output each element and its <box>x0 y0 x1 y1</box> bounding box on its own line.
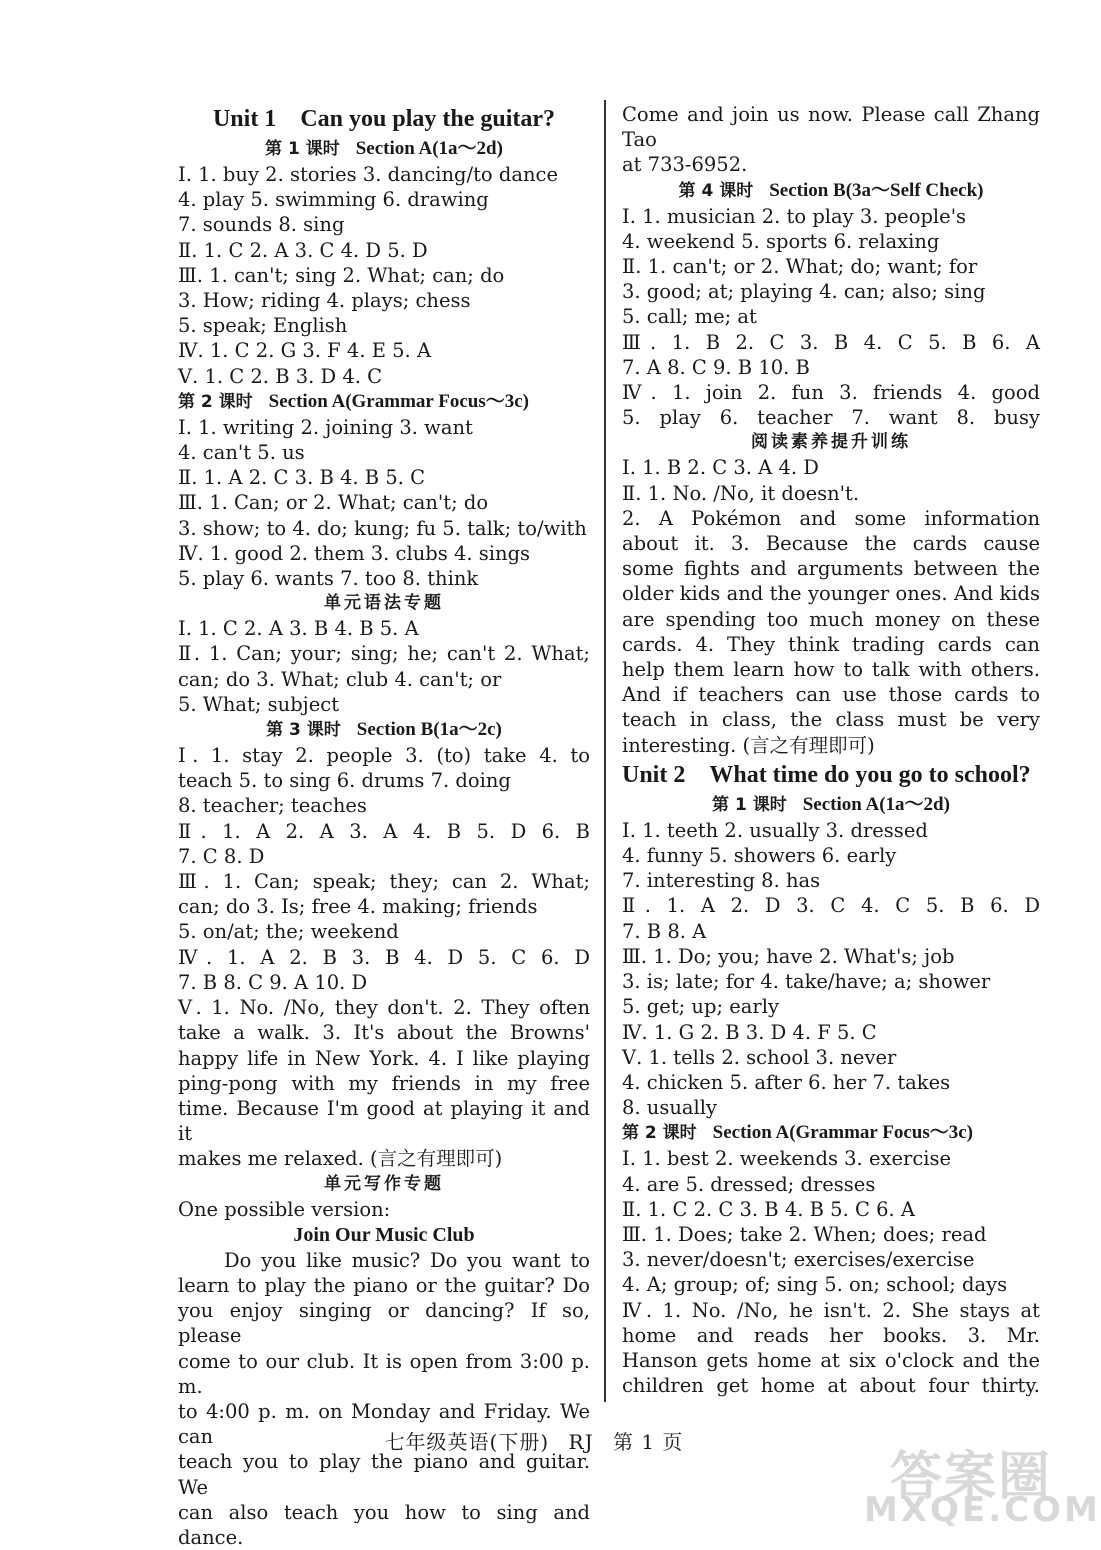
answer-line: are spending too much money on these <box>622 607 1040 631</box>
lesson-number: 第 1 课时 <box>712 794 787 815</box>
answer-line: 7. A 8. C 9. B 10. B <box>622 355 810 379</box>
watermark-site: MXQE.COM <box>864 1490 1101 1530</box>
answer-line: Ⅰ. 1. stay 2. people 3. (to) take 4. to <box>178 744 590 768</box>
lesson-number: 第 2 课时 <box>178 391 253 412</box>
answer-line: Ⅰ. 1. best 2. weekends 3. exercise <box>622 1147 952 1171</box>
answer-line: children get home at about four thirty. <box>622 1374 1040 1398</box>
answer-line: Ⅰ. 1. buy 2. stories 3. dancing/to dance <box>178 163 558 186</box>
answer-line: 4. A; group; of; sing 5. on; school; days <box>622 1273 1008 1297</box>
answer-line: take a walk. 3. It's about the Browns' <box>178 1021 590 1045</box>
answer-line: Ⅲ. 1. can't; sing 2. What; can; do <box>178 263 505 287</box>
answer-line: 5. on/at; the; weekend <box>178 920 399 944</box>
answer-line: you enjoy singing or dancing? If so, please <box>178 1299 590 1348</box>
footer-edition: RJ <box>568 1430 594 1454</box>
watermark-logo <box>850 1440 1101 1532</box>
answer-line: 3. never/doesn't; exercises/exercise <box>622 1248 975 1272</box>
answer-line: 3. good; at; playing 4. can; also; sing <box>622 280 986 304</box>
answer-line: 8. teacher; teaches <box>178 794 367 818</box>
answer-line: learn to play the piano or the guitar? Do <box>178 1273 590 1297</box>
answer-line: older kids and the younger ones. And kids <box>622 582 1040 606</box>
lesson-heading <box>622 178 1040 204</box>
answer-line: 5. get; up; early <box>622 995 779 1019</box>
lesson-heading <box>178 136 590 162</box>
answer-line: 4. funny 5. showers 6. early <box>622 844 897 868</box>
answer-line: 4. play 5. swimming 6. drawing <box>178 188 489 212</box>
answer-line: cards. 4. They think trading cards can <box>622 632 1040 656</box>
footer-grade: 七年级英语(下册) <box>384 1430 550 1454</box>
answer-line: 4. can't 5. us <box>178 441 305 465</box>
answer-line: 7. interesting 8. has <box>622 869 821 893</box>
lesson-title: Section A(Grammar Focus～3c) <box>712 1122 973 1144</box>
answer-line: Ⅳ. 1. A 2. B 3. B 4. D 5. C 6. D <box>178 945 590 969</box>
answer-line: Ⅳ. 1. No. /No, he isn't. 2. She stays at <box>622 1298 1040 1322</box>
answer-line: Ⅴ. 1. tells 2. school 3. never <box>622 1045 897 1069</box>
answer-line: 3. is; late; for 4. take/have; a; shower <box>622 970 991 994</box>
lesson-heading <box>622 792 1040 818</box>
answer-line: come to our club. It is open from 3:00 p. m. <box>178 1349 590 1398</box>
answer-line: Ⅳ. 1. join 2. fun 3. friends 4. good <box>622 381 1040 405</box>
answer-line: Ⅰ. 1. B 2. C 3. A 4. D <box>622 456 819 480</box>
answer-line: Ⅲ. 1. B 2. C 3. B 4. C 5. B 6. A <box>622 330 1040 354</box>
answer-line: 5. play 6. wants 7. too 8. think <box>178 567 479 591</box>
answer-line: Ⅰ. 1. writing 2. joining 3. want <box>178 415 473 439</box>
unit-heading <box>178 102 590 136</box>
answer-line: 7. B 8. C 9. A 10. D <box>178 970 368 994</box>
answer-line: Ⅰ. 1. C 2. A 3. B 4. B 5. A <box>178 617 419 641</box>
answer-line: time. Because I'm good at playing it and it <box>178 1096 590 1146</box>
answer-line: Ⅴ. 1. No. /No, they don't. 2. They often <box>178 996 590 1020</box>
answer-line: Ⅴ. 1. C 2. B 3. D 4. C <box>178 364 383 388</box>
column-divider <box>604 100 606 1402</box>
section-subheading: 单元语法专题 <box>324 593 444 614</box>
answer-line: Ⅳ. 1. C 2. G 3. F 4. E 5. A <box>178 339 432 363</box>
answer-line: And if teachers can use those cards to <box>622 683 1040 707</box>
answer-line: Ⅱ. 1. Can; your; sing; he; can't 2. What; <box>178 642 590 666</box>
lesson-title: Section A(1a～2d) <box>802 793 950 815</box>
answer-line: can; do 3. What; club 4. can't; or <box>178 667 502 691</box>
unit-number: Unit 2 <box>622 761 686 788</box>
answer-line: Ⅱ. 1. can't; or 2. What; do; want; for <box>622 255 978 279</box>
lesson-heading <box>178 389 590 415</box>
answer-line: Ⅱ. 1. C 2. C 3. B 4. B 5. C 6. A <box>622 1197 915 1221</box>
answer-line: to 4:00 p. m. on Monday and Friday. We can <box>178 1399 590 1449</box>
answer-line: 3. How; riding 4. plays; chess <box>178 289 471 313</box>
essay-title: Join Our Music Club <box>293 1223 475 1246</box>
lesson-heading <box>178 717 590 743</box>
answer-line: 5. speak; English <box>178 314 348 338</box>
answer-line: home and reads her books. 3. Mr. <box>622 1323 1040 1347</box>
answer-line: 8. usually <box>622 1096 718 1120</box>
lesson-number: 第 3 课时 <box>266 720 341 741</box>
right-column <box>622 102 1040 1398</box>
answer-line: Ⅱ. 1. A 2. A 3. A 4. B 5. D 6. B <box>178 819 590 843</box>
answer-line: at 733-6952. <box>622 153 748 177</box>
lesson-number: 第 2 课时 <box>622 1123 697 1144</box>
answer-line: 7. C 8. D <box>178 844 265 868</box>
answer-line: makes me relaxed. (言之有理即可) <box>178 1147 503 1171</box>
lesson-title: Section A(Grammar Focus～3c) <box>268 390 529 412</box>
answer-line: Ⅳ. 1. good 2. them 3. clubs 4. sings <box>178 541 531 565</box>
answer-line: 4. weekend 5. sports 6. relaxing <box>622 229 940 253</box>
answer-line: Ⅰ. 1. teeth 2. usually 3. dressed <box>622 818 928 842</box>
answer-line: some fights and arguments between the <box>622 557 1040 581</box>
lesson-title: Section B(3a～Self Check) <box>769 179 984 201</box>
answer-line: 5. play 6. teacher 7. want 8. busy <box>622 406 1040 430</box>
left-column <box>178 102 590 1550</box>
unit-heading <box>622 758 1040 792</box>
answer-line: Ⅱ. 1. A 2. C 3. B 4. B 5. C <box>178 466 426 490</box>
answer-line: interesting. (言之有理即可) <box>622 733 875 757</box>
answer-line: teach in class, the class must be very <box>622 708 1040 732</box>
section-subheading: 单元写作专题 <box>324 1173 444 1194</box>
lesson-heading <box>622 1120 1040 1146</box>
lesson-number: 第 4 课时 <box>678 180 754 201</box>
answer-line: about it. 3. Because the cards cause <box>622 532 1040 556</box>
lesson-title: Section A(1a～2d) <box>355 138 503 159</box>
answer-line: 5. call; me; at <box>622 305 757 329</box>
answer-line: 3. show; to 4. do; kung; fu 5. talk; to/with <box>178 516 587 540</box>
answer-line: can also teach you how to sing and dance. <box>178 1500 590 1549</box>
section-subheading: 阅读素养提升训练 <box>751 432 911 453</box>
answer-line: 5. What; subject <box>178 692 340 716</box>
lesson-title: Section B(1a～2c) <box>356 719 502 741</box>
answer-line: Come and join us now. Please call Zhang Tao <box>622 103 1040 152</box>
answer-line: 2. A Pokémon and some information <box>622 506 1040 530</box>
unit-number: Unit 1 <box>212 106 277 132</box>
footer-page-number: 第 1 页 <box>612 1430 684 1454</box>
answer-line: ping-pong with my friends in my free <box>178 1071 590 1095</box>
lesson-number: 第 1 课时 <box>265 139 340 159</box>
answer-line: Ⅱ. 1. No. /No, it doesn't. <box>622 481 860 505</box>
answer-line: 4. chicken 5. after 6. her 7. takes <box>622 1070 951 1094</box>
answer-line: Ⅱ. 1. A 2. D 3. C 4. C 5. B 6. D <box>622 894 1040 918</box>
answer-line: Ⅱ. 1. C 2. A 3. C 4. D 5. D <box>178 238 428 262</box>
answer-line: happy life in New York. 4. I like playing <box>178 1046 590 1070</box>
answer-line: help them learn how to talk with others. <box>622 658 1040 682</box>
answer-line: teach you to play the piano and guitar. We <box>178 1450 590 1499</box>
unit-title: What time do you go to school? <box>709 761 1031 788</box>
answer-line: Ⅳ. 1. G 2. B 3. D 4. F 5. C <box>622 1020 877 1044</box>
answer-line: can; do 3. Is; free 4. making; friends <box>178 895 538 919</box>
answer-line: Ⅲ. 1. Does; take 2. When; does; read <box>622 1222 987 1246</box>
answer-line: 7. sounds 8. sing <box>178 213 345 237</box>
answer-line: 7. B 8. A <box>622 919 707 943</box>
answer-line: teach 5. to sing 6. drums 7. doing <box>178 769 511 793</box>
answer-line: One possible version: <box>178 1197 391 1221</box>
answer-line: Ⅲ. 1. Do; you; have 2. What's; job <box>622 944 955 968</box>
answer-line: 4. are 5. dressed; dresses <box>622 1172 876 1196</box>
answer-line: Do you like music? Do you want to <box>224 1248 590 1272</box>
answer-line: Ⅲ. 1. Can; speak; they; can 2. What; <box>178 870 590 894</box>
answer-line: Ⅰ. 1. musician 2. to play 3. people's <box>622 204 967 228</box>
answer-line: Hanson gets home at six o'clock and the <box>622 1348 1040 1372</box>
watermark-chars: 答案圈 <box>890 1447 1053 1507</box>
answer-line: Ⅲ. 1. Can; or 2. What; can't; do <box>178 491 489 515</box>
unit-title: Can you play the guitar? <box>300 106 556 132</box>
